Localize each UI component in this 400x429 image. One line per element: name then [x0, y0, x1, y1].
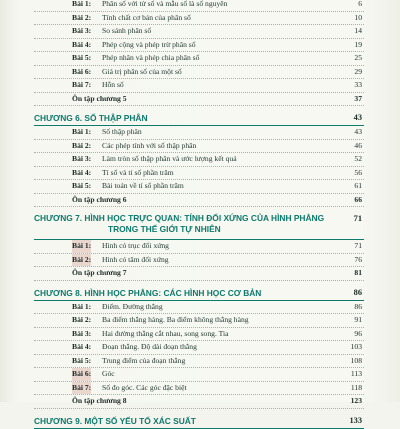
toc-entry	[34, 66, 364, 80]
page-number: 25	[354, 53, 362, 62]
chapter-page: 43	[353, 113, 362, 122]
page-number: 43	[354, 127, 362, 136]
lesson-title: Phép nhân và phép chia phân số	[102, 53, 200, 62]
page-number: 113	[350, 369, 362, 378]
page-number: 52	[354, 154, 362, 163]
page-number: 118	[350, 382, 362, 392]
lesson-number: Bài 1:	[72, 301, 92, 311]
toc-entry	[34, 368, 364, 382]
lesson-number: Bài 5:	[72, 355, 92, 365]
toc-entry	[34, 341, 364, 355]
toc-entry	[34, 180, 364, 194]
toc-entry	[34, 355, 364, 369]
lesson-number: Bài 4:	[72, 167, 92, 177]
page-number: 61	[354, 181, 362, 190]
page-number: 29	[354, 66, 362, 76]
lesson-title: Điểm. Đường thẳng	[102, 301, 163, 311]
toc-entry	[34, 301, 364, 315]
toc-entry	[34, 12, 364, 26]
page-number: 91	[354, 315, 362, 324]
lesson-number: Bài 4:	[72, 39, 92, 49]
lesson-number: Bài 5:	[72, 181, 92, 190]
lesson-title: Phân số với tử số và mẫu số là số nguyên	[102, 0, 228, 8]
lesson-number: Bài 2:	[72, 140, 92, 150]
lesson-number: Bài 7:	[72, 382, 91, 395]
toc-entry	[34, 25, 364, 39]
lesson-title: Đoạn thẳng. Độ dài đoạn thẳng	[102, 342, 197, 351]
toc-entry	[34, 0, 364, 12]
lesson-title: Góc	[102, 369, 115, 378]
page-number: 14	[354, 26, 362, 35]
toc-entry	[34, 126, 364, 140]
chapter-heading	[34, 212, 364, 240]
lesson-number: Bài 3:	[72, 328, 92, 338]
toc-entry	[34, 153, 364, 167]
lesson-number: Bài 3:	[72, 154, 92, 163]
page-number: 71	[354, 241, 362, 250]
toc-review-entry	[34, 395, 364, 409]
lesson-title: Ba điểm thẳng hàng. Ba điểm không thẳng hàng	[102, 315, 249, 324]
page-number: 33	[354, 80, 362, 89]
toc-entry	[34, 39, 364, 53]
lesson-number: Bài 7:	[72, 80, 92, 89]
toc-entry	[34, 240, 364, 254]
page-number: 66	[354, 194, 362, 204]
page-number: 19	[354, 39, 362, 49]
chapter-page: 86	[353, 287, 362, 297]
chapter-title: CHƯƠNG 6. SỐ THẬP PHÂN	[34, 113, 148, 123]
lesson-number: Bài 5:	[72, 53, 92, 62]
page-number: 46	[354, 140, 362, 150]
lesson-title: Giá trị phân số của một số	[102, 66, 182, 76]
toc-entry	[34, 140, 364, 154]
page-number: 81	[354, 268, 362, 277]
page-number: 6	[358, 0, 362, 8]
lesson-title: Hình có trục đối xứng	[102, 241, 169, 250]
lesson-number: Bài 2:	[72, 254, 91, 267]
lesson-title: Hai đường thẳng cắt nhau, song song. Tia	[102, 328, 229, 338]
lesson-number: Bài 1:	[72, 0, 92, 8]
lesson-number: Bài 4:	[72, 342, 92, 351]
toc-entry	[34, 382, 364, 396]
page-number: 10	[354, 12, 362, 22]
toc-review-entry	[34, 267, 364, 281]
lesson-number: Bài 2:	[72, 315, 92, 324]
page-number: 56	[354, 167, 362, 177]
page-number: 37	[354, 93, 362, 103]
chapter-title: CHƯƠNG 9. MỘT SỐ YẾU TỐ XÁC SUẤT	[34, 415, 196, 426]
page-number: 96	[354, 328, 362, 338]
lesson-number: Bài 6:	[72, 368, 91, 381]
toc-entry	[34, 167, 364, 181]
page-number: 76	[354, 254, 362, 264]
lesson-title: Trung điểm của đoạn thẳng	[102, 355, 186, 365]
lesson-title: Các phép tính với số thập phân	[102, 140, 197, 150]
review-label: Ôn tập chương 5	[72, 93, 127, 103]
toc-review-entry	[34, 194, 364, 208]
page-number: 86	[354, 301, 362, 311]
review-label: Ôn tập chương 6	[72, 194, 127, 204]
lesson-number: Bài 2:	[72, 12, 92, 22]
lesson-number: Bài 1:	[72, 240, 91, 253]
lesson-title: Tính chất cơ bản của phân số	[102, 12, 191, 22]
chapter-heading	[34, 286, 364, 301]
lesson-title: Bài toán về tỉ số phần trăm	[102, 181, 184, 190]
chapter-heading	[34, 414, 364, 429]
lesson-number: Bài 6:	[72, 66, 92, 76]
toc-entry	[34, 79, 364, 93]
lesson-title: Phép cộng và phép trừ phân số	[102, 39, 196, 49]
page-number: 123	[350, 396, 362, 405]
lesson-title: Hình có tâm đối xứng	[102, 254, 169, 264]
page-number: 103	[350, 342, 362, 351]
review-label: Ôn tập chương 8	[72, 396, 127, 405]
lesson-number: Bài 3:	[72, 26, 92, 35]
chapter-title: CHƯƠNG 8. HÌNH HỌC PHẲNG: CÁC HÌNH HỌC CƠ BẢN	[34, 287, 262, 298]
toc-review-entry	[34, 93, 364, 107]
lesson-number: Bài 1:	[72, 127, 92, 136]
chapter-heading	[34, 111, 364, 126]
chapter-title: CHƯƠNG 7. HÌNH HỌC TRỰC QUAN: TÍNH ĐỐI XỨNG CỦA HÌNH PHẲNG	[34, 213, 325, 223]
toc-entry	[34, 328, 364, 342]
lesson-title: Tỉ số và tỉ số phần trăm	[102, 167, 174, 177]
lesson-title: Làm tròn số thập phân và ước lượng kết quả	[102, 154, 237, 163]
toc-entry	[34, 254, 364, 268]
toc-entry	[34, 314, 364, 328]
chapter-page: 71	[353, 214, 362, 223]
toc-entry	[34, 52, 364, 66]
chapter-page: 133	[349, 415, 362, 425]
page-number: 108	[350, 355, 362, 365]
lesson-title: Số thập phân	[102, 127, 142, 136]
table-of-contents	[34, 0, 364, 429]
chapter-title-continued: TRONG THẾ GIỚI TỰ NHIÊN	[108, 224, 221, 234]
lesson-title: So sánh phân số	[102, 26, 152, 35]
review-label: Ôn tập chương 7	[72, 268, 127, 277]
lesson-title: Hỗn số	[102, 80, 124, 89]
lesson-title: Số đo góc. Các góc đặc biệt	[102, 382, 187, 392]
